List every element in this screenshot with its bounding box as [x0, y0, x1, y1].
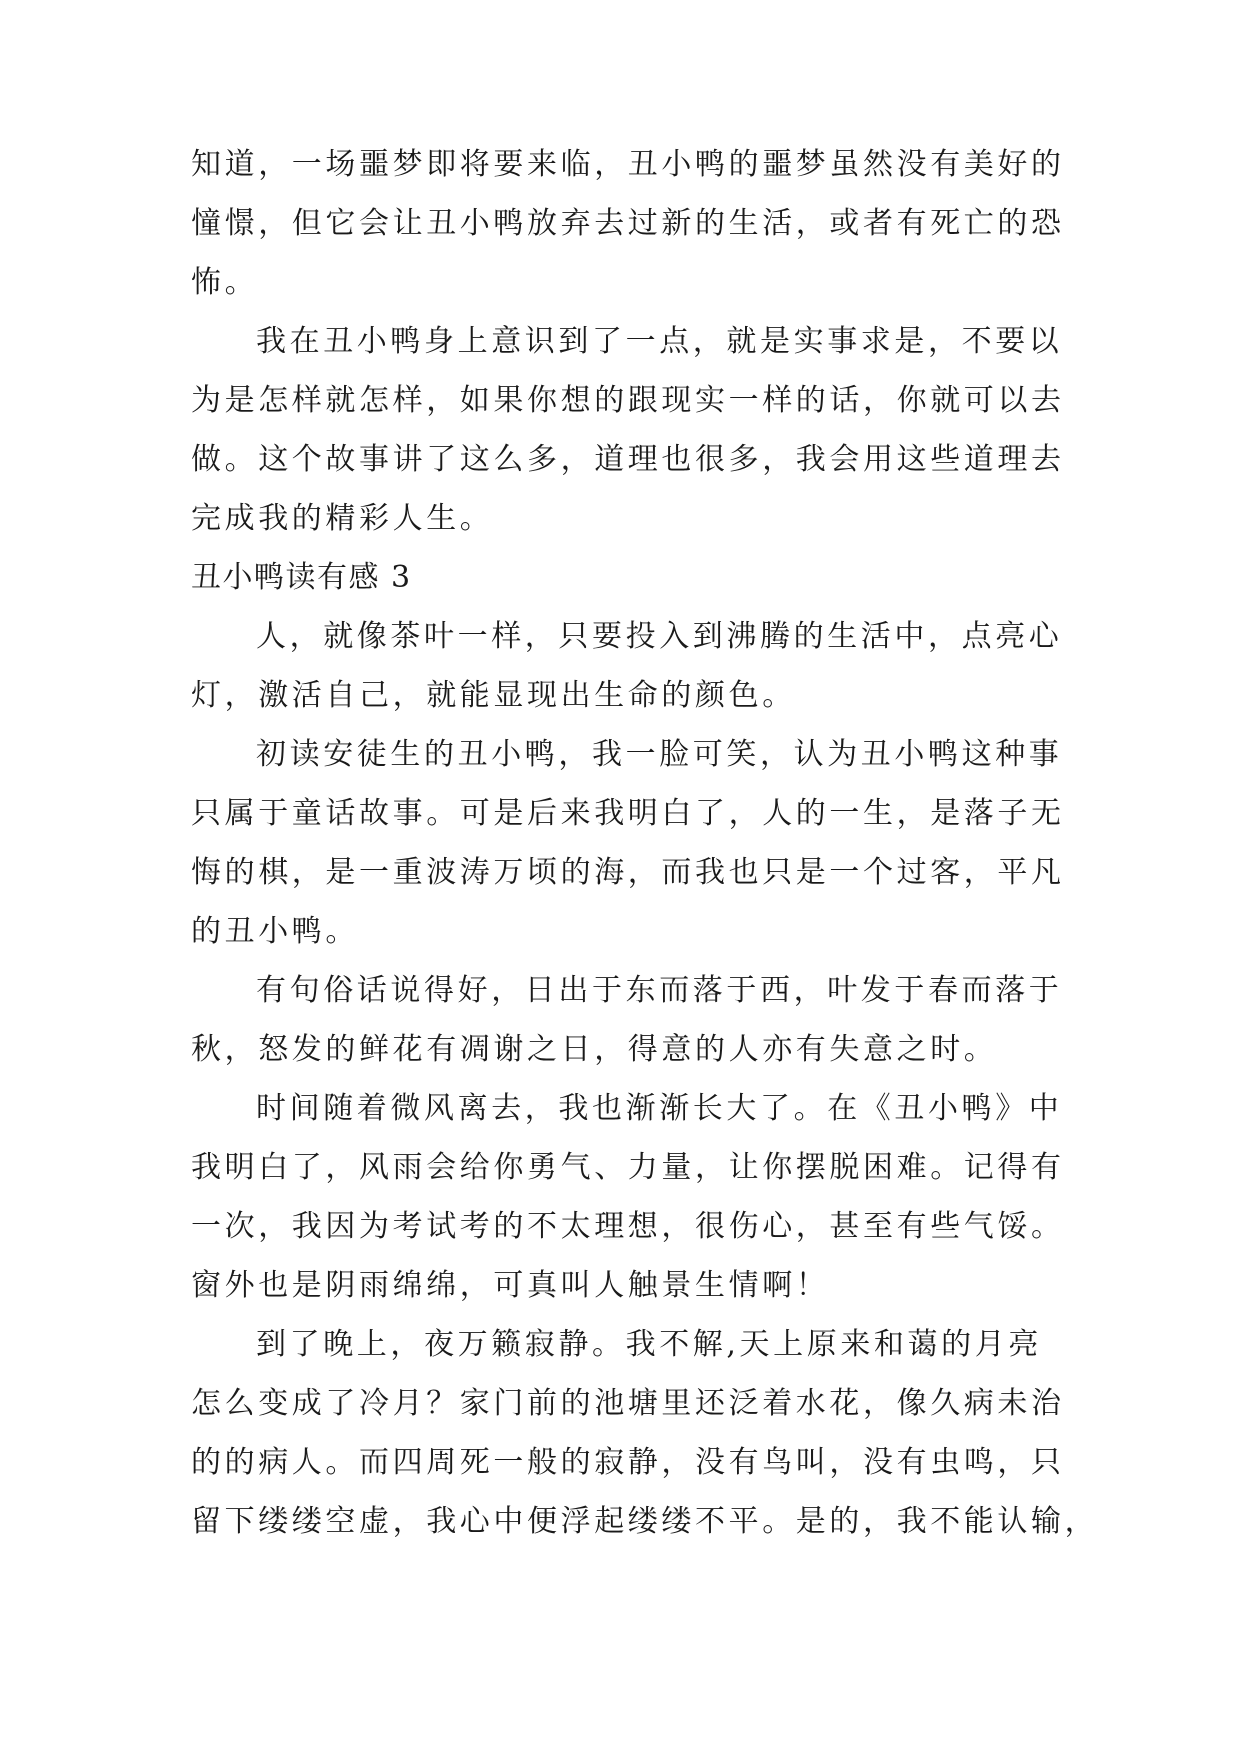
text-line: 秋，怒发的鲜花有凋谢之日，得意的人亦有失意之时。 [191, 1032, 998, 1067]
text-line: 一次，我因为考试考的不太理想，很伤心，甚至有些气馁。 [191, 1209, 1065, 1244]
text-line: 为是怎样就怎样，如果你想的跟现实一样的话，你就可以去 [191, 383, 1065, 418]
text-line: 留下缕缕空虚，我心中便浮起缕缕不平。是的，我不能认输， [191, 1504, 1099, 1539]
text-line: 灯，激活自己，就能显现出生命的颜色。 [191, 678, 796, 713]
text-line: 完成我的精彩人生。 [191, 501, 494, 536]
section-heading: 丑小鸭读有感 3 [191, 560, 412, 595]
text-line: 只属于童话故事。可是后来我明白了，人的一生，是落子无 [191, 796, 1065, 831]
text-line: 我明白了，风雨会给你勇气、力量，让你摆脱困难。记得有 [191, 1150, 1065, 1185]
paragraph-first-line: 初读安徒生的丑小鸭，我一脸可笑，认为丑小鸭这种事 [256, 737, 1063, 772]
text-line: 怎么变成了冷月？家门前的池塘里还泛着水花，像久病未治 [191, 1386, 1065, 1421]
text-line: 怖。 [191, 265, 259, 300]
paragraph-first-line: 人，就像茶叶一样，只要投入到沸腾的生活中，点亮心 [256, 619, 1063, 654]
text-line: 悔的棋，是一重波涛万顷的海，而我也只是一个过客，平凡 [191, 855, 1065, 890]
paragraph-first-line: 时间随着微风离去，我也渐渐长大了。在《丑小鸭》中 [256, 1091, 1063, 1126]
text-line: 做。这个故事讲了这么多，道理也很多，我会用这些道理去 [191, 442, 1065, 477]
text-line: 憧憬，但它会让丑小鸭放弃去过新的生活，或者有死亡的恐 [191, 206, 1065, 241]
paragraph-first-line: 到了晚上，夜万籁寂静。我不解,天上原来和蔼的月亮 [256, 1327, 1042, 1362]
text-line: 窗外也是阴雨绵绵，可真叫人触景生情啊！ [191, 1268, 830, 1303]
paragraph-first-line: 我在丑小鸭身上意识到了一点，就是实事求是，不要以 [256, 324, 1063, 359]
paragraph-first-line: 有句俗话说得好，日出于东而落于西，叶发于春而落于 [256, 973, 1063, 1008]
text-line: 知道，一场噩梦即将要来临，丑小鸭的噩梦虽然没有美好的 [191, 147, 1065, 182]
text-line: 的的病人。而四周死一般的寂静，没有鸟叫，没有虫鸣，只 [191, 1445, 1065, 1480]
text-line: 的丑小鸭。 [191, 914, 359, 949]
